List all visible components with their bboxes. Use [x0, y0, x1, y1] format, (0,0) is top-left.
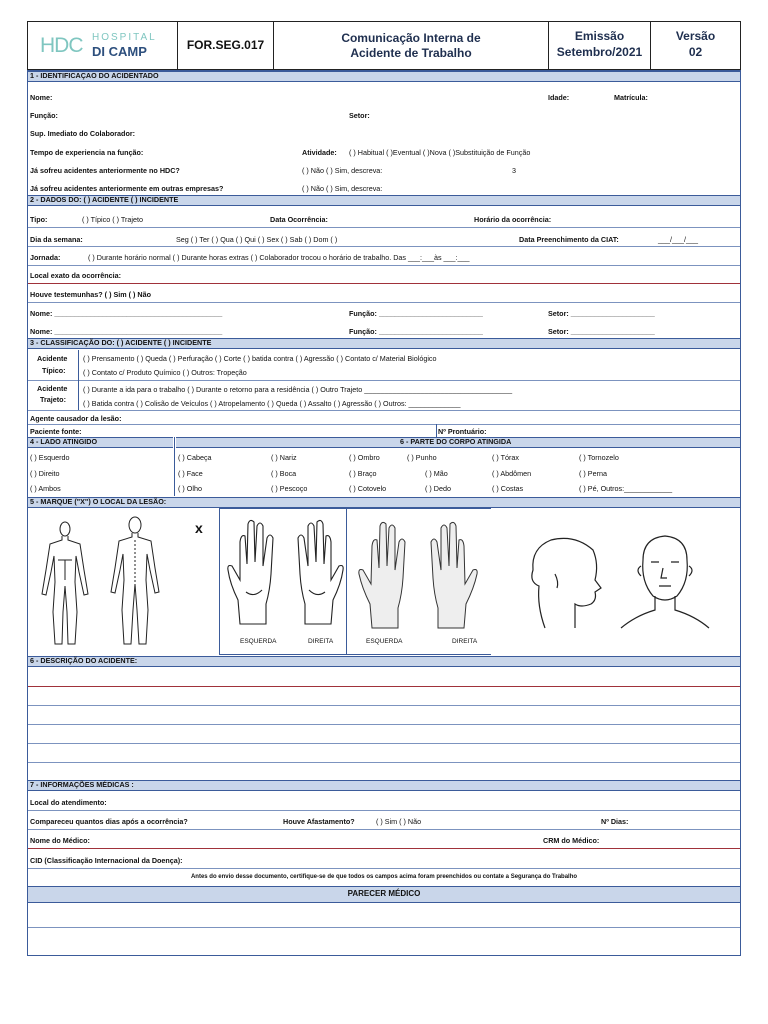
- label-compareceu[interactable]: Compareceu quantos dias após a ocorrência?: [30, 817, 188, 826]
- divider: [28, 868, 740, 869]
- lado-esquerdo[interactable]: ( ) Esquerdo: [30, 453, 70, 462]
- label-crm-medico[interactable]: CRM do Médico:: [543, 836, 600, 845]
- label-matricula[interactable]: Matrícula:: [614, 93, 648, 102]
- parte-boca[interactable]: ( ) Boca: [271, 469, 297, 478]
- acidente-hdc-options[interactable]: ( ) Não ( ) Sim, descreva:: [302, 166, 383, 175]
- tipico-options-line2[interactable]: ( ) Contato c/ Produto Químico ( ) Outros: Tropeção: [83, 368, 247, 377]
- divider: [28, 848, 740, 849]
- parte-torax[interactable]: ( ) Tórax: [492, 453, 520, 462]
- parecer-line[interactable]: [28, 927, 740, 928]
- atividade-options[interactable]: ( ) Habitual ( )Eventual ( )Nova ( )Substituição de Função: [349, 148, 531, 157]
- section-1-title: 1 - IDENTIFICAÇAO DO ACIDENTADO: [30, 71, 159, 80]
- divider: [28, 302, 740, 303]
- emissao-value: Setembro/2021: [556, 45, 643, 59]
- witness-1-nome[interactable]: Nome: __________________________________________: [30, 309, 223, 318]
- witness-2-funcao[interactable]: Função: __________________________: [349, 327, 483, 336]
- head-front-illustration[interactable]: [615, 530, 715, 630]
- hand-right-label: DIREITA: [308, 638, 334, 645]
- label-paciente-fonte[interactable]: Paciente fonte:: [30, 427, 82, 436]
- divider: [28, 829, 740, 830]
- divider: [28, 265, 740, 266]
- body-front-illustration[interactable]: [40, 520, 90, 648]
- label-tipo: Tipo:: [30, 215, 48, 224]
- parte-cabeca[interactable]: ( ) Cabeça: [178, 453, 212, 462]
- divider: [174, 437, 175, 496]
- parte-pe-outros[interactable]: ( ) Pé, Outros:____________: [579, 484, 673, 493]
- head-profile-illustration[interactable]: [515, 530, 607, 630]
- divider: [28, 283, 740, 284]
- acidente-outras-options[interactable]: ( ) Não ( ) Sim, descreva:: [302, 184, 383, 193]
- body-back-illustration[interactable]: [108, 516, 162, 648]
- lado-ambos[interactable]: ( ) Ambos: [30, 484, 61, 493]
- label-tempo-experiencia[interactable]: Tempo de experiencia na função:: [30, 148, 144, 157]
- section-7-header: [28, 780, 740, 791]
- parte-olho[interactable]: ( ) Olho: [178, 484, 202, 493]
- header-versao-cell: [650, 21, 741, 70]
- injury-mark[interactable]: x: [195, 520, 203, 536]
- hand-left-label: ESQUERDA: [240, 638, 277, 645]
- tipo-options[interactable]: ( ) Típico ( ) Trajeto: [82, 215, 143, 224]
- label-prontuario[interactable]: Nº Prontuário:: [438, 427, 487, 436]
- section-6-title: 6 - DESCRIÇÃO DO ACIDENTE:: [30, 656, 138, 665]
- hand-right-palm-illustration[interactable]: [287, 514, 345, 630]
- label-acidente-trajeto-1: Acidente: [37, 384, 68, 393]
- parte-face[interactable]: ( ) Face: [178, 469, 203, 478]
- submission-note: Antes do envio desse documento, certifique-se de que todos os campos acima foram preenchidos ou contate a Segurança do Trabalho: [190, 874, 578, 880]
- description-line[interactable]: [28, 743, 740, 744]
- divider: [436, 424, 437, 437]
- label-dia-semana: Dia da semana:: [30, 235, 83, 244]
- description-line[interactable]: [28, 705, 740, 706]
- label-acidente-tipico-1: Acidente: [37, 354, 68, 363]
- parte-braco[interactable]: ( ) Braço: [349, 469, 377, 478]
- form-code: FOR.SEG.017: [186, 38, 265, 52]
- parte-abdomen[interactable]: ( ) Abdômen: [492, 469, 532, 478]
- header-title-cell: [273, 21, 549, 70]
- emissao-label: Emissão: [574, 29, 625, 43]
- label-local-atendimento[interactable]: Local do atendimento:: [30, 798, 107, 807]
- trajeto-options-line1[interactable]: ( ) Durante a ida para o trabalho ( ) Durante o retorno para a residência ( ) Outro Trajeto _____________________________________: [83, 385, 513, 394]
- acidente-hdc-value[interactable]: 3: [512, 166, 516, 175]
- label-testemunhas[interactable]: Houve testemunhas? ( ) Sim ( ) Não: [30, 290, 152, 299]
- divider: [78, 380, 79, 410]
- form-title-line2: Acidente de Trabalho: [350, 46, 472, 60]
- label-funcao[interactable]: Função:: [30, 111, 58, 120]
- logo-hospital: HOSPITAL: [92, 32, 157, 43]
- section-6-parte-title: 6 - PARTE DO CORPO ATINGIDA: [400, 437, 512, 446]
- form-title-line1: Comunicação Interna de: [341, 31, 481, 45]
- hand-left-back-illustration[interactable]: [356, 516, 416, 634]
- header-logo-cell: [27, 21, 178, 70]
- parte-tornozelo[interactable]: ( ) Tornozelo: [579, 453, 619, 462]
- label-atividade: Atividade:: [302, 148, 337, 157]
- label-setor[interactable]: Setor:: [349, 111, 370, 120]
- divider: [28, 380, 740, 381]
- description-line[interactable]: [28, 724, 740, 725]
- hand2-right-label: DIREITA: [452, 638, 478, 645]
- label-nome-medico[interactable]: Nome do Médico:: [30, 836, 90, 845]
- hand-right-back-illustration[interactable]: [420, 516, 480, 634]
- label-sup-imediato[interactable]: Sup. Imediato do Colaborador:: [30, 129, 136, 138]
- afastamento-options[interactable]: ( ) Sim ( ) Não: [376, 817, 422, 826]
- section-3-title: 3 - CLASSIFICAÇÃO DO: ( ) ACIDENTE ( ) INCIDENTE: [30, 338, 212, 347]
- divider: [28, 246, 740, 247]
- data-ciat-value[interactable]: ___/___/___: [658, 235, 698, 244]
- section-7-title: 7 - INFORMAÇÕES MÉDICAS :: [30, 780, 134, 789]
- description-line[interactable]: [28, 762, 740, 763]
- lado-direito[interactable]: ( ) Direito: [30, 469, 60, 478]
- parte-punho[interactable]: ( ) Punho: [407, 453, 437, 462]
- divider: [28, 424, 740, 425]
- divider: [28, 227, 740, 228]
- label-jornada: Jornada:: [30, 253, 61, 262]
- label-cid[interactable]: CID (Classificação Internacional da Doença):: [30, 856, 183, 865]
- tipico-options-line1[interactable]: ( ) Prensamento ( ) Queda ( ) Perfuração ( ) Corte ( ) batida contra ( ) Agressão ( ) Contato c/ Material Biológico: [83, 354, 437, 363]
- label-idade[interactable]: Idade:: [548, 93, 570, 102]
- versao-value: 02: [688, 45, 703, 59]
- dia-semana-options[interactable]: Seg ( ) Ter ( ) Qua ( ) Qui ( ) Sex ( ) Sab ( ) Dom ( ): [176, 235, 338, 244]
- label-agente-causador[interactable]: Agente causador da lesão:: [30, 414, 122, 423]
- witness-1-setor[interactable]: Setor: _____________________: [548, 309, 655, 318]
- parte-ombro[interactable]: ( ) Ombro: [349, 453, 380, 462]
- parecer-medico-title: PARECER MÉDICO: [347, 889, 421, 898]
- description-line[interactable]: [28, 686, 740, 687]
- header-code-cell: [177, 21, 274, 70]
- witness-1-funcao[interactable]: Função: __________________________: [349, 309, 483, 318]
- section-5-title: 5 - MARQUE ("X") O LOCAL DA LESÃO:: [30, 497, 167, 506]
- trajeto-options-line2[interactable]: ( ) Batida contra ( ) Colisão de Veículos ( ) Atropelamento ( ) Queda ( ) Assalto ( ) Agressão ( ) Outros: _____________: [83, 399, 461, 408]
- parte-cotovelo[interactable]: ( ) Cotovelo: [349, 484, 387, 493]
- divider: [28, 410, 740, 411]
- parte-nariz[interactable]: ( ) Nariz: [271, 453, 297, 462]
- hand2-left-label: ESQUERDA: [366, 638, 403, 645]
- parte-dedo[interactable]: ( ) Dedo: [425, 484, 451, 493]
- label-afastamento: Houve Afastamento?: [283, 817, 355, 826]
- label-num-dias[interactable]: Nº Dias:: [601, 817, 629, 826]
- hospital-logo: [40, 32, 170, 62]
- divider: [28, 810, 740, 811]
- logo-hdc: HDC: [40, 34, 83, 57]
- versao-label: Versão: [675, 29, 716, 43]
- logo-name: DI CAMP: [92, 44, 147, 59]
- header-emissao-cell: [548, 21, 651, 70]
- label-acidente-trajeto-2: Trajeto:: [40, 395, 66, 404]
- witness-2-setor[interactable]: Setor: _____________________: [548, 327, 655, 336]
- parte-costas[interactable]: ( ) Costas: [492, 484, 524, 493]
- label-horario-ocorrencia[interactable]: Horário da ocorrência:: [474, 215, 552, 224]
- section-2-title: 2 - DADOS DO: ( ) ACIDENTE ( ) INCIDENTE: [30, 195, 179, 204]
- jornada-options[interactable]: ( ) Durante horário normal ( ) Durante horas extras ( ) Colaborador trocou o horário de trabalho. Das ___:___às ___:___: [88, 253, 470, 262]
- label-data-ocorrencia[interactable]: Data Ocorrência:: [270, 215, 328, 224]
- parte-mao[interactable]: ( ) Mão: [425, 469, 448, 478]
- section-4-title: 4 - LADO ATINGIDO: [30, 437, 98, 446]
- label-acidente-outras: Já sofreu acidentes anteriormente em outras empresas?: [30, 184, 224, 193]
- label-local-exato[interactable]: Local exato da ocorrência:: [30, 271, 122, 280]
- witness-2-nome[interactable]: Nome: __________________________________________: [30, 327, 223, 336]
- parte-perna[interactable]: ( ) Perna: [579, 469, 607, 478]
- divider: [78, 350, 79, 380]
- label-acidente-tipico-2: Típico:: [42, 366, 66, 375]
- hand-left-palm-illustration[interactable]: [226, 514, 284, 630]
- label-acidente-hdc: Já sofreu acidentes anteriormente no HDC?: [30, 166, 180, 175]
- label-data-ciat[interactable]: Data Preenchimento da CIAT:: [519, 235, 619, 244]
- parte-pescoco[interactable]: ( ) Pescoço: [271, 484, 308, 493]
- label-nome[interactable]: Nome:: [30, 93, 53, 102]
